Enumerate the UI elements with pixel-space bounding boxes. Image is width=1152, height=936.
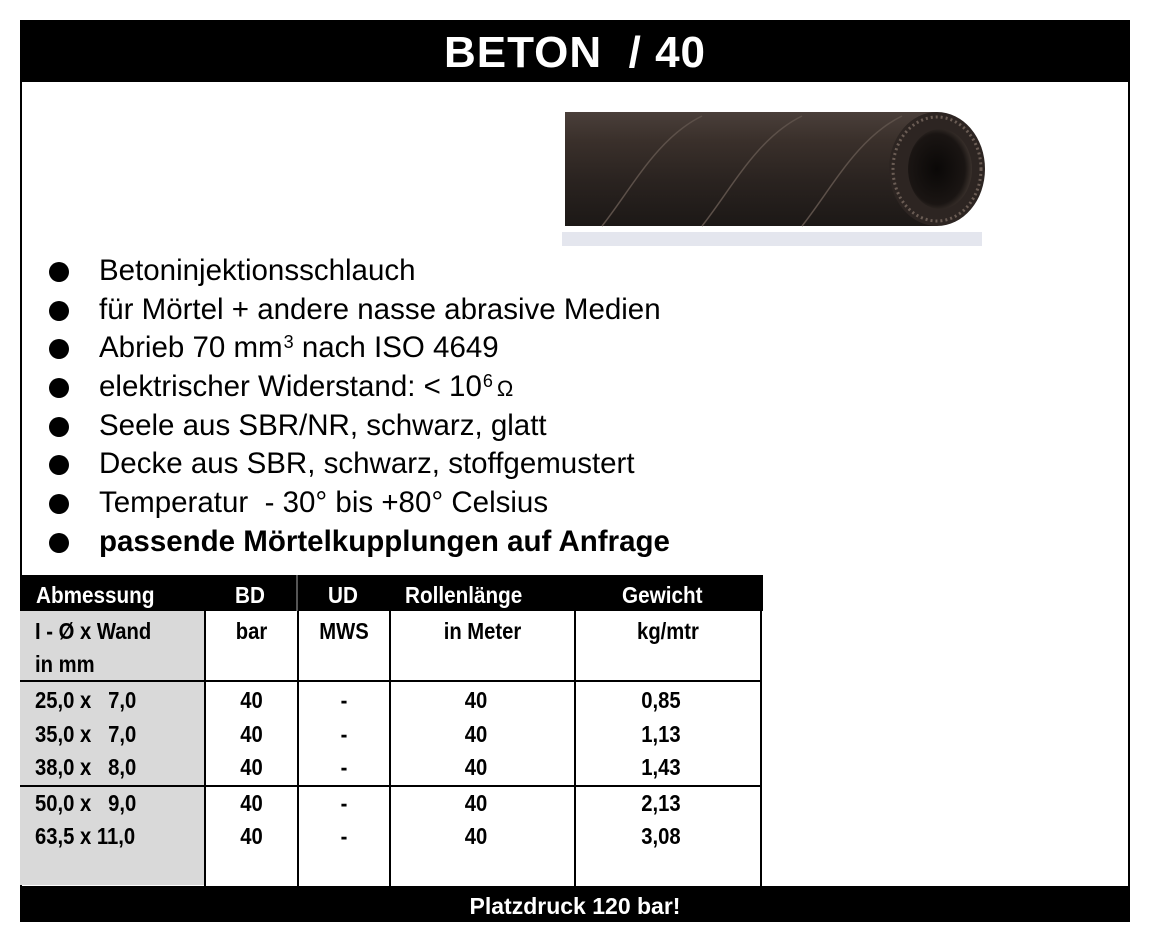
table-row-bd: 40	[240, 721, 263, 747]
table-row-bd: 40	[240, 790, 263, 816]
table-divider	[297, 611, 299, 886]
table-rule	[20, 680, 762, 682]
header-divider	[296, 575, 298, 611]
table-divider	[574, 611, 576, 886]
table-row-dimension: 38,0 x 8,0	[35, 754, 137, 780]
table-row-weight: 3,08	[641, 823, 681, 849]
header-rollenlaenge: Rollenlänge	[405, 582, 523, 608]
feature-item: Seele aus SBR/NR, schwarz, glatt	[40, 407, 670, 446]
table-row-length: 40	[464, 823, 488, 849]
unit-abmessung: I - Ø x Wand	[35, 618, 152, 644]
table-row-bd: 40	[240, 823, 263, 849]
table-row-weight: 0,85	[641, 687, 681, 713]
table-row-ud: -	[340, 687, 348, 713]
table-row-ud: -	[340, 754, 348, 780]
header-gewicht: Gewicht	[622, 582, 703, 608]
bullet-icon	[49, 262, 69, 282]
table-row-weight: 2,13	[641, 790, 681, 816]
feature-item: Abrieb 70 $mm^3$ nach ISO 4649	[40, 329, 670, 368]
rubber-hose-image	[562, 108, 990, 248]
bullet-icon	[49, 378, 69, 398]
table-row-dimension: 35,0 x 7,0	[35, 721, 137, 747]
table-divider	[389, 611, 391, 886]
table-row-dimension: 50,0 x 9,0	[35, 790, 137, 816]
bullet-icon	[49, 339, 69, 359]
table-row-weight: 1,13	[641, 721, 681, 747]
table-row-dimension: 25,0 x 7,0	[35, 687, 137, 713]
feature-item: elektrischer Widerstand: < $10^6$ Ω	[40, 368, 670, 407]
table-row-bd: 40	[240, 687, 263, 713]
bullet-icon	[49, 494, 69, 514]
table-divider	[760, 611, 762, 886]
bullet-icon	[49, 533, 69, 553]
bullet-icon	[49, 417, 69, 437]
unit-abmessung-line2: in mm	[35, 651, 95, 677]
table-row-ud: -	[340, 721, 348, 747]
feature-item: Betoninjektionsschlauch	[40, 252, 670, 291]
table-row-dimension: 63,5 x 11,0	[35, 823, 136, 849]
feature-item: Decke aus SBR, schwarz, stoffgemustert	[40, 445, 670, 484]
page-title: BETON / 40	[20, 20, 1130, 82]
table-row-length: 40	[464, 790, 488, 816]
header-abmessung: Abmessung	[36, 582, 155, 608]
bullet-icon	[49, 455, 69, 475]
unit-rollenlaenge: in Meter	[443, 618, 522, 644]
unit-gewicht: kg/mtr	[637, 618, 699, 644]
table-row-ud: -	[340, 790, 348, 816]
table-row-length: 40	[464, 687, 488, 713]
feature-list	[40, 252, 670, 562]
table-divider	[204, 611, 206, 886]
footer-note: Platzdruck 120 bar!	[20, 886, 1130, 922]
header-bd: BD	[235, 582, 265, 608]
table-row-length: 40	[464, 721, 488, 747]
feature-item: Temperatur - 30° bis +80° Celsius	[40, 484, 670, 523]
table-row-length: 40	[464, 754, 488, 780]
unit-ud: MWS	[319, 618, 369, 644]
bullet-icon	[49, 301, 69, 321]
header-ud: UD	[328, 582, 358, 608]
table-row-weight: 1,43	[641, 754, 681, 780]
table-header	[20, 575, 763, 611]
table-row-bd: 40	[240, 754, 263, 780]
feature-item: für Mörtel + andere nasse abrasive Medien	[40, 291, 670, 330]
feature-item: passende Mörtelkupplungen auf Anfrage	[40, 523, 670, 562]
table-row-ud: -	[340, 823, 348, 849]
unit-bd: bar	[235, 618, 268, 644]
